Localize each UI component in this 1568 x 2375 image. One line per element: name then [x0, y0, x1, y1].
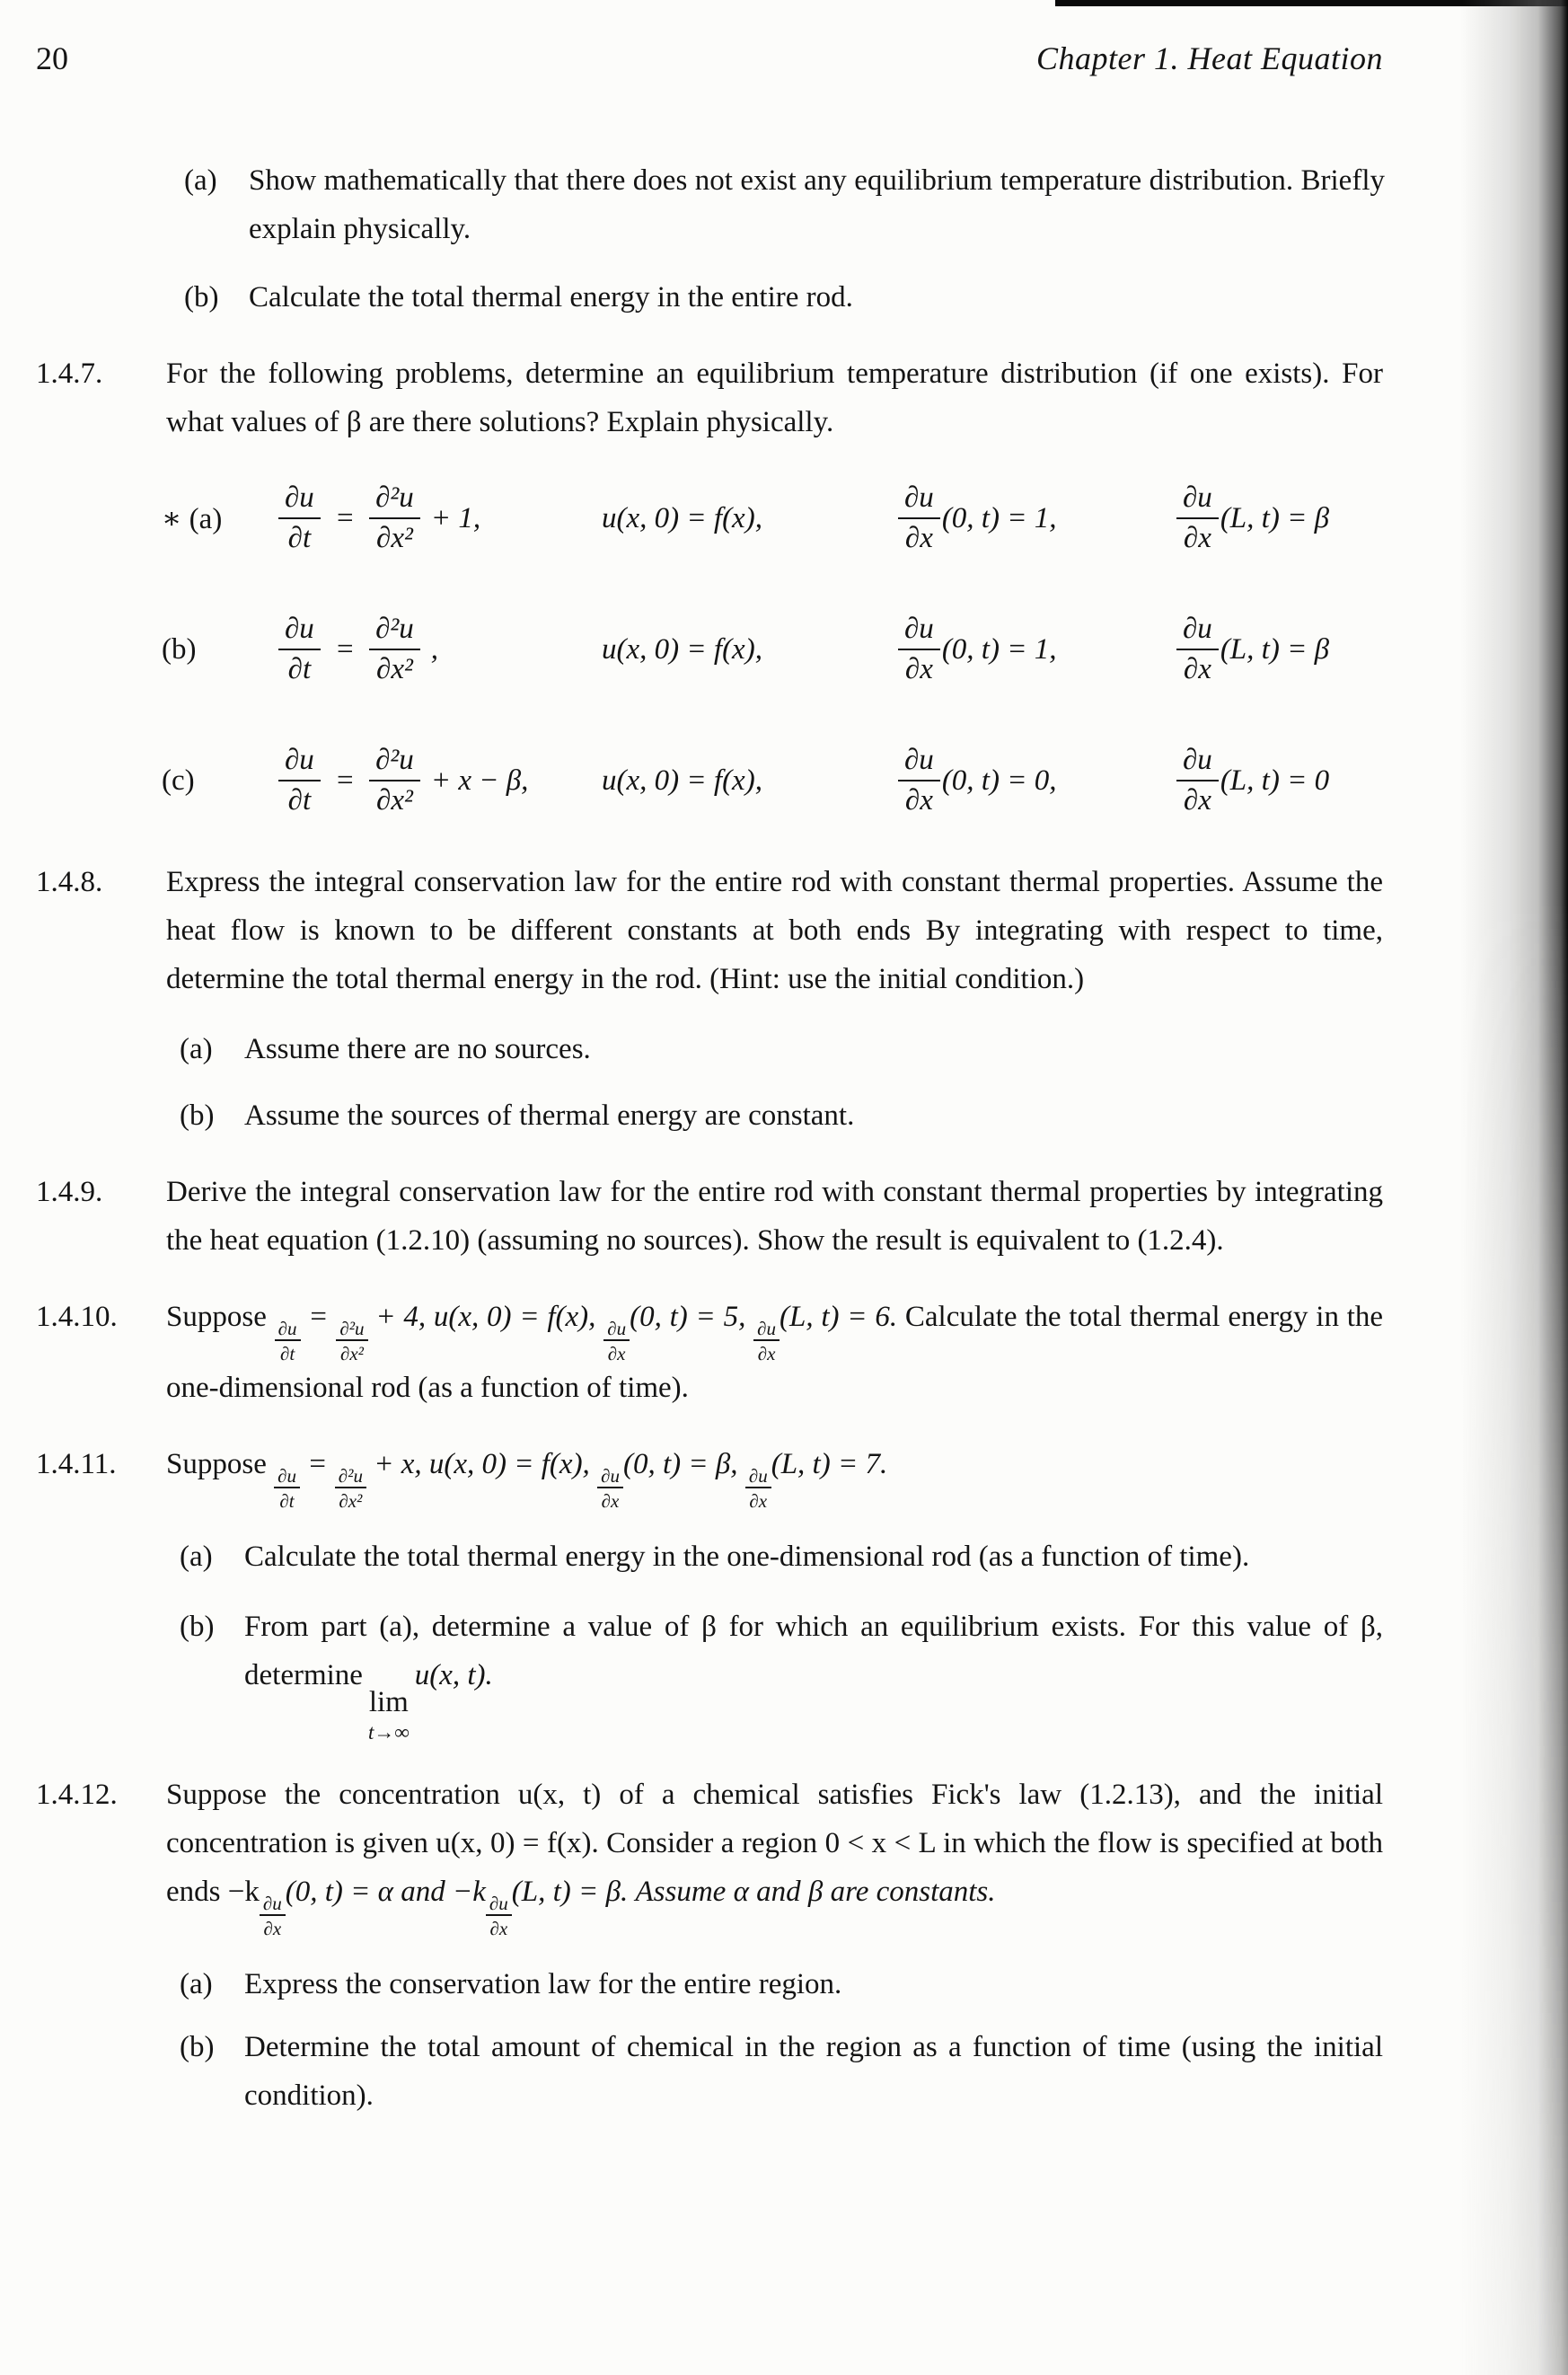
fraction-du-dx: $\frac{\partial u}{\partial x}$: [603, 1319, 630, 1364]
problem-1-4-8: [36, 858, 1568, 1140]
body-text-part1: Suppose the concentration u(x, t) of a chemical satisfies Fick's law (1.2.13), and the initial concentration is given u(x, 0) = f(x). Consider a region 0 < x < L in which the flow is specified at both ends −k: [166, 1779, 1383, 1909]
problem-1-4-11: [36, 1440, 1568, 1743]
item-text: Determine the total amount of chemical in the region as a function of time (using the initial condition).: [244, 2031, 1383, 2113]
problem-body: [166, 858, 1383, 1140]
item-text: Calculate the total thermal energy in the entire rod.: [249, 281, 853, 313]
item-text: Express the conservation law for the entire region.: [244, 1968, 842, 2001]
initial-condition: u(x, 0) = f(x),: [602, 501, 762, 534]
item-label: (a): [180, 1541, 213, 1574]
item-label: (b): [180, 1099, 215, 1132]
equation-tail: + 1,: [430, 501, 481, 534]
equation-row-a: [162, 473, 1568, 563]
fraction-d2u-dx2: $\frac{\text{∂²u}}{\text{∂x²}}$: [369, 744, 420, 817]
page-number: 20: [36, 40, 68, 76]
chapter-title: Chapter 1. Heat Equation: [1036, 40, 1383, 76]
item-text-part1: From part (a), determine a value of β for which an equilibrium exists. For this value of β, determine: [244, 1611, 1383, 1692]
pde-equation: [278, 744, 602, 817]
boundary-condition-0: [898, 613, 1176, 686]
problem-body-text: [166, 1293, 1383, 1412]
fraction-d2u-dx2: $\frac{\text{∂²u}}{\text{∂x²}}$: [369, 613, 420, 686]
equals-sign: =: [308, 1301, 329, 1333]
subitem-a: [180, 1532, 1383, 1581]
intro-item-a: [184, 156, 1385, 253]
problem-body-text: Express the integral conservation law for the entire rod with constant thermal properties. Assume the heat flow is known to be different constants at both ends By integrating with respect to time, determine the total thermal energy in the rod. (Hint: use the initial condition.): [166, 866, 1383, 995]
problem-number: 1.4.8.: [36, 866, 103, 898]
problem-number: 1.4.11.: [36, 1448, 117, 1481]
equation-tail: + x, u(x, 0) = f(x),: [374, 1448, 590, 1481]
problem-number: 1.4.9.: [36, 1176, 103, 1208]
equation-label: (b): [162, 632, 197, 666]
page-header: [36, 40, 1383, 77]
pde-equation: [278, 481, 602, 555]
problem-body-text: Derive the integral conservation law for the entire rod with constant thermal properties by integrating the heat equation (1.2.10) (assuming no sources). Show the result is equivalent to (1.2.4).: [166, 1176, 1383, 1257]
fraction-du-dx: $\frac{\partial u}{\partial x}$: [1176, 613, 1219, 686]
body-text-part2: (0, t) = α and −k: [285, 1876, 486, 1909]
fraction-d2u-dx2: $\frac{\text{∂²u}}{\text{∂x²}}$: [335, 1466, 366, 1511]
item-text: [244, 1602, 1383, 1743]
bc-args: (0, t) = 0,: [941, 764, 1057, 797]
fraction-du-dt: $\frac{\partial u}{\partial t}$: [274, 1466, 300, 1511]
fraction-du-dx: $\frac{\partial u}{\partial x}$: [745, 1466, 771, 1511]
limit-subscript: t→∞: [367, 1721, 410, 1744]
bc-args: (0, t) = β,: [622, 1448, 738, 1481]
problem-number: 1.4.12.: [36, 1779, 118, 1812]
fraction-d2u-dx2: $\frac{\text{∂²u}}{\text{∂x²}}$: [336, 1319, 367, 1364]
lead-text: Suppose: [166, 1448, 267, 1481]
item-label: (b): [184, 281, 219, 313]
fraction-d2u-dx2: $\frac{\text{∂²u}}{\text{∂x²}}$: [369, 481, 420, 555]
item-label: (a): [184, 164, 217, 197]
fraction-du-dx: $\frac{\partial u}{\partial x}$: [898, 744, 940, 817]
subitem-b: [180, 1091, 1383, 1140]
intro-item-b: [184, 273, 1385, 322]
bc-args: (L, t) = 6.: [780, 1301, 898, 1333]
bc-args: (L, t) = 7.: [771, 1448, 888, 1481]
bc-args: (L, t) = β: [1220, 632, 1330, 666]
equals-sign: =: [307, 1448, 328, 1481]
subitem-a: [180, 1960, 1383, 2009]
fraction-du-dt: $\frac{\partial u}{\partial t}$: [275, 1319, 301, 1364]
equation-label: (c): [162, 764, 195, 797]
initial-condition: u(x, 0) = f(x),: [602, 764, 762, 797]
fraction-du-dx: $\frac{\partial u}{\partial x}$: [898, 613, 940, 686]
problem-1-4-10: [36, 1293, 1568, 1412]
equation-tail: + x − β,: [430, 764, 529, 797]
problem-1-4-12: [36, 1770, 1568, 2120]
item-text: Assume the sources of thermal energy are constant.: [244, 1099, 855, 1132]
problem-1-4-7: [36, 349, 1568, 446]
problem-body-text: For the following problems, determine an equilibrium temperature distribution (if one exists). For what values of β are there solutions? Explain physically.: [166, 358, 1383, 438]
problem-body-text: [166, 1770, 1383, 1938]
equals-sign: =: [334, 632, 356, 666]
bc-args: (0, t) = 5,: [630, 1301, 746, 1333]
problem-number: 1.4.7.: [36, 358, 103, 390]
item-text-part2: u(x, t).: [414, 1659, 493, 1692]
equation-row-b: [162, 605, 1568, 694]
item-label: (a): [180, 1968, 213, 2001]
lead-text: Suppose: [166, 1301, 267, 1333]
boundary-condition-0: [898, 744, 1176, 817]
item-label: (b): [180, 1611, 215, 1644]
initial-condition: u(x, 0) = f(x),: [602, 632, 762, 666]
rest-text: Calculate the total thermal energy in the one-dimensional rod (as a function of time).: [166, 1301, 1384, 1405]
limit-operator: lim t→∞: [367, 1686, 410, 1744]
fraction-du-dt: $\frac{\partial u}{\partial t}$: [278, 744, 321, 817]
problem-body-text: [166, 1440, 1383, 1511]
problem-body: [166, 1440, 1383, 1743]
fraction-du-dx: $\frac{\partial u}{\partial x}$: [1176, 744, 1219, 817]
item-text: Assume there are no sources.: [244, 1033, 591, 1065]
problem-number: 1.4.10.: [36, 1301, 118, 1333]
equals-sign: =: [334, 764, 356, 797]
fraction-du-dx: $\frac{\partial u}{\partial x}$: [260, 1894, 286, 1938]
problem-body: [166, 1770, 1383, 2120]
equals-sign: =: [334, 501, 356, 534]
problem-1-4-9: [36, 1168, 1568, 1265]
bc-args: (0, t) = 1,: [941, 501, 1057, 534]
fraction-du-dx: $\frac{\partial u}{\partial x}$: [1176, 481, 1219, 555]
intro-subitems: [184, 156, 1568, 322]
subitem-a: [180, 1025, 1383, 1073]
item-label: (a): [180, 1033, 213, 1065]
fraction-du-dx: $\frac{\partial u}{\partial x}$: [753, 1319, 780, 1364]
item-text: Show mathematically that there does not exist any equilibrium temperature distribution. Briefly explain physically.: [249, 164, 1385, 245]
fraction-du-dt: $\frac{\partial u}{\partial t}$: [278, 481, 321, 555]
subitem-b: [180, 1602, 1383, 1743]
boundary-condition-0: [898, 481, 1176, 555]
equation-row-c: [162, 736, 1568, 826]
bc-args: (L, t) = β: [1220, 501, 1330, 534]
bc-args: (0, t) = 1,: [941, 632, 1057, 666]
pde-equation: [278, 613, 602, 686]
bc-args: (L, t) = 0: [1220, 764, 1330, 797]
equation-tail: ,: [430, 632, 439, 666]
equation-label: ∗ (a): [162, 503, 223, 535]
subitem-b: [180, 2023, 1383, 2120]
fraction-du-dt: $\frac{\partial u}{\partial t}$: [278, 613, 321, 686]
fraction-du-dx: $\frac{\partial u}{\partial x}$: [597, 1466, 623, 1511]
item-label: (b): [180, 2031, 215, 2064]
scan-edge-right: [1460, 0, 1568, 2375]
fraction-du-dx: $\frac{\partial u}{\partial x}$: [486, 1894, 512, 1938]
item-text: Calculate the total thermal energy in the one-dimensional rod (as a function of time).: [244, 1541, 1250, 1574]
equation-tail: + 4, u(x, 0) = f(x),: [375, 1301, 596, 1333]
fraction-du-dx: $\frac{\partial u}{\partial x}$: [898, 481, 940, 555]
body-text-part3: (L, t) = β. Assume α and β are constants.: [511, 1876, 996, 1909]
